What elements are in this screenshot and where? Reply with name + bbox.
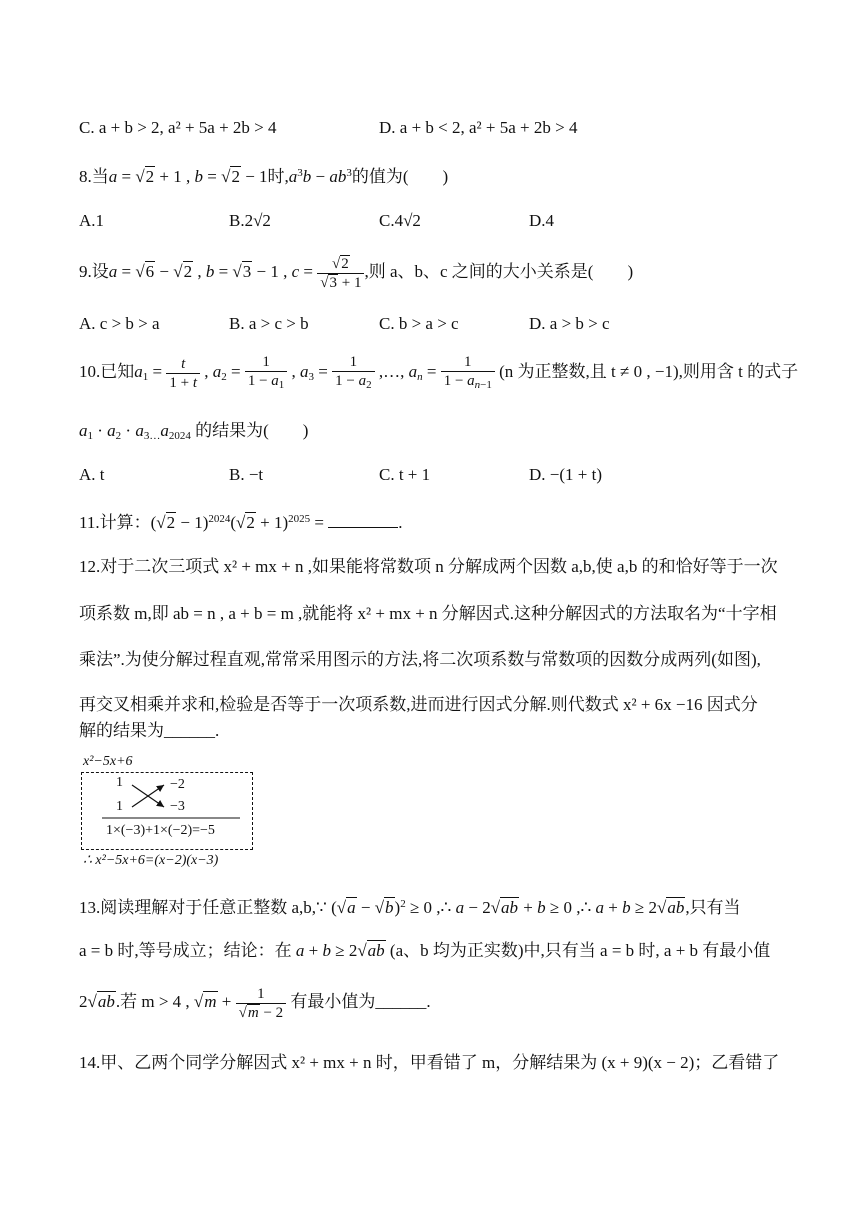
- q14-line1: 14.甲、乙两个同学分解因式 x² + mx + n 时，甲看错了 m，分解结果为 (x + 9)(x − 2)；乙看错了: [79, 1053, 780, 1072]
- q10-option-b: B. −t: [229, 465, 264, 484]
- q13-line1: 13.阅读理解对于任意正整数 a,b,∵ $(√a - √b)^2 \ge 0$ ,∴ a − 2√ab + b ≥ 0 ,∴ a + b ≥ 2√ab,只有当: [79, 898, 741, 917]
- diagram-box: [81, 772, 253, 850]
- q12-line1: 12.对于二次三项式 x² + mx + n ,如果能将常数项 n 分解成两个因数 a,b,使 a,b 的和恰好等于一次: [79, 557, 778, 576]
- q8-stem: 8.当a = √2 + 1 , b = √2 − 1时$,a^3b - ab^3$的值为( ): [79, 167, 449, 186]
- q9-stem: 9.设a = √6 − √2 , b = √3 − 1 , c = $\frac{√2}{√3 + 1}$ ,则 a、b、c 之间的大小关系是( ): [79, 255, 634, 291]
- q10-option-d: D. −(1 + t): [529, 465, 602, 484]
- q13-line3: 2√ab.若 m > 4 , √m + $\frac{1}{√m - 2}$ 有最小值为______.: [79, 985, 431, 1021]
- q9-option-c: C. b > a > c: [379, 314, 459, 333]
- diagram-title: x²−5x+6: [83, 754, 133, 769]
- q10-option-c: C. t + 1: [379, 465, 431, 484]
- q12-line5: 解的结果为______.: [79, 721, 220, 740]
- q12-line3: 乘法”.为使分解过程直观,常常采用图示的方法,将二次项系数与常数项的因数分成两列(如图),: [79, 650, 761, 669]
- q11-stem: 11.计算：$(√2 - 1)^{2024}(√2 + 1)^{2025}$ = .: [79, 513, 403, 532]
- q7-option-d: D. a + b < 2, a² + 5a + 2b > 4: [379, 118, 578, 137]
- diagram-top-right: −2: [170, 777, 185, 792]
- diagram-bottom-right: −3: [170, 799, 185, 814]
- q8-option-a: A.1: [79, 211, 105, 230]
- q12-line2: 项系数 m,即 ab = n , a + b = m ,就能将 x² + mx + n 分解因式.这种分解因式的方法取名为“十字相: [79, 604, 777, 623]
- q8-option-b: B.2√2: [229, 211, 271, 230]
- q13-line2: a = b 时,等号成立；结论：在 a + b ≥ 2√ab (a、b 均为正实数)中,只有当 a = b 时, a + b 有最小值: [79, 941, 771, 960]
- q12-line4: 再交叉相乘并求和,检验是否等于一次项系数,进而进行因式分解.则代数式 x² + 6x −16 因式分: [79, 695, 758, 714]
- diagram-sum: 1×(−3)+1×(−2)=−5: [106, 823, 215, 838]
- q9-option-b: B. a > c > b: [229, 314, 309, 333]
- q8-option-d: D.4: [529, 211, 555, 230]
- diagram-top-left: 1: [116, 775, 123, 790]
- q9-option-d: D. a > b > c: [529, 314, 610, 333]
- diagram-result: ∴ x²−5x+6=(x−2)(x−3): [83, 853, 219, 868]
- diagram-bottom-left: 1: [116, 799, 123, 814]
- q10-stem-line2: $a_1 \cdot a_2 \cdot a_{3\dots}a_{2024}$ 的结果为( ): [79, 421, 309, 442]
- q7-option-c: C. a + b > 2, a² + 5a + 2b > 4: [79, 118, 277, 137]
- cross-multiplication-diagram: [79, 752, 259, 872]
- q10-option-a: A. t: [79, 465, 105, 484]
- q10-stem: 10.已知$a_1$ = $\frac{t}{1 + t}$ , $a_2$ = $\frac{1}{1 - a_1}$ , $a_3$ = $\frac{1}{1 - a_2}$ ,…, $a_n$ = $\frac{1}{1 - a_{n-1}}$ (n 为正整数,且 t ≠ 0 , −1),则用含 t 的式子: [79, 353, 799, 391]
- q9-fraction-c: $\frac{√2}{√3 + 1}$: [317, 255, 364, 292]
- q8-option-c: C.4√2: [379, 211, 421, 230]
- q9-option-a: A. c > b > a: [79, 314, 160, 333]
